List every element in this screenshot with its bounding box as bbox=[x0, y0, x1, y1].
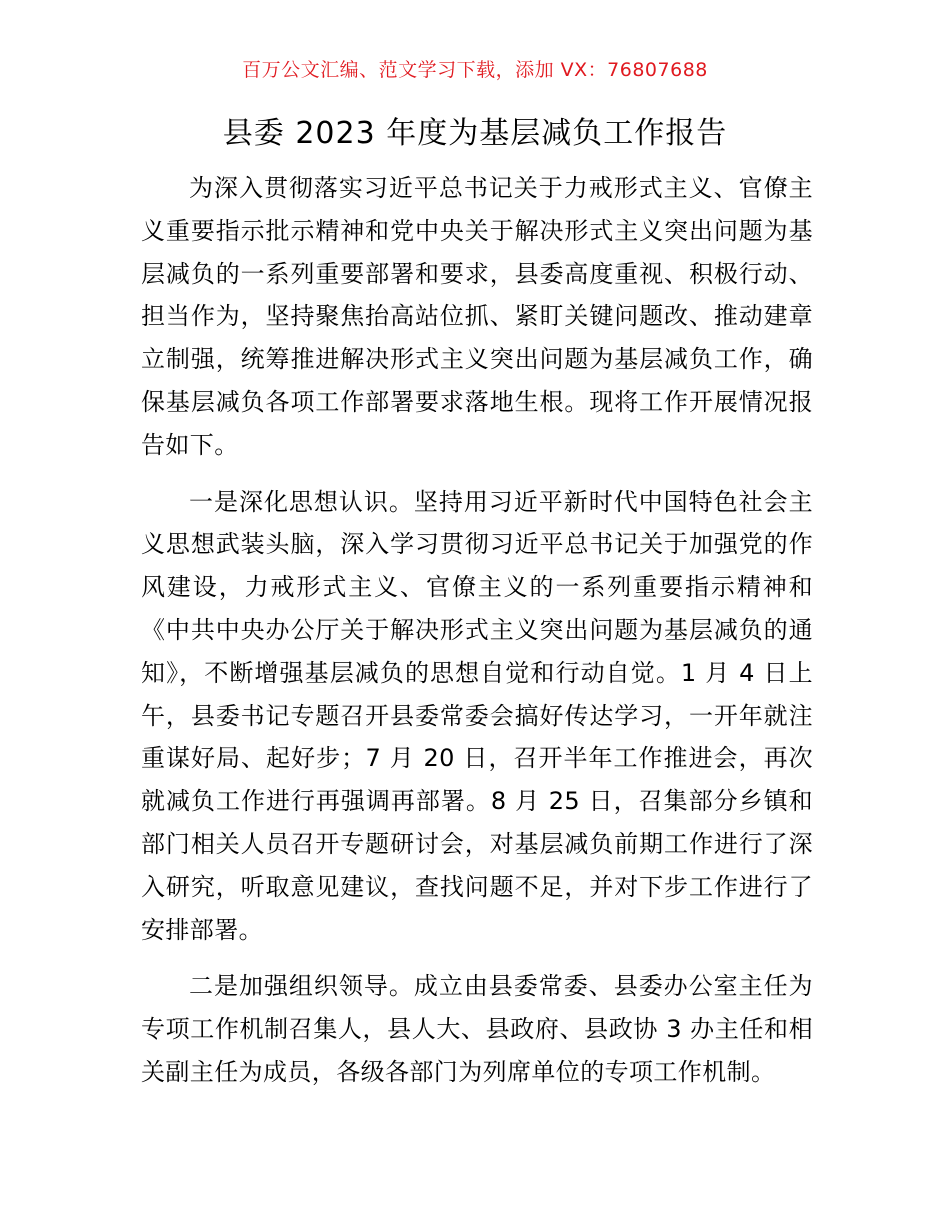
paragraph-section-2: 二是加强组织领导。成立由县委常委、县委办公室主任为专项工作机制召集人，县人大、县政府、县政协 3 办主任和相关副主任为成员，各级各部门为列席单位的专项工作机制。 bbox=[141, 972, 813, 1086]
paragraph-section-1: 一是深化思想认识。坚持用习近平新时代中国特色社会主义思想武装头脑，深入学习贯彻习近平总书记关于加强党的作风建设，力戒形式主义、官僚主义的一系列重要指示精神和《中共中央办公厅关于解决形式主义突出问题为基层减负的通知》，不断增强基层减负的思想自觉和行动自觉。1 月 4 日上午，县委书记专题召开县委常委会搞好传达学习，一开年就注重谋好局、起好步；7 月 20 日，召开半年工作推进会，再次就减负工作进行再强调再部署。8 月 25 日，召集部分乡镇和部门相关人员召开专题研讨会，对基层减负前期工作进行了深入研究，听取意见建议，查找问题不足，并对下步工作进行了安排部署。 bbox=[141, 487, 813, 944]
paragraph-intro: 为深入贯彻落实习近平总书记关于力戒形式主义、官僚主义重要指示批示精神和党中央关于解决形式主义突出问题为基层减负的一系列重要部署和要求，县委高度重视、积极行动、担当作为，坚持聚焦抬高站位抓、紧盯关键问题改、推动建章立制强，统筹推进解决形式主义突出问题为基层减负工作，确保基层减负各项工作部署要求落地生根。现将工作开展情况报告如下。 bbox=[141, 174, 813, 459]
watermark-banner: 百万公文汇编、范文学习下载，添加 VX：76807688 bbox=[242, 59, 708, 81]
document-body bbox=[141, 167, 813, 1094]
document-title: 县委 2023 年度为基层减负工作报告 bbox=[222, 116, 728, 151]
